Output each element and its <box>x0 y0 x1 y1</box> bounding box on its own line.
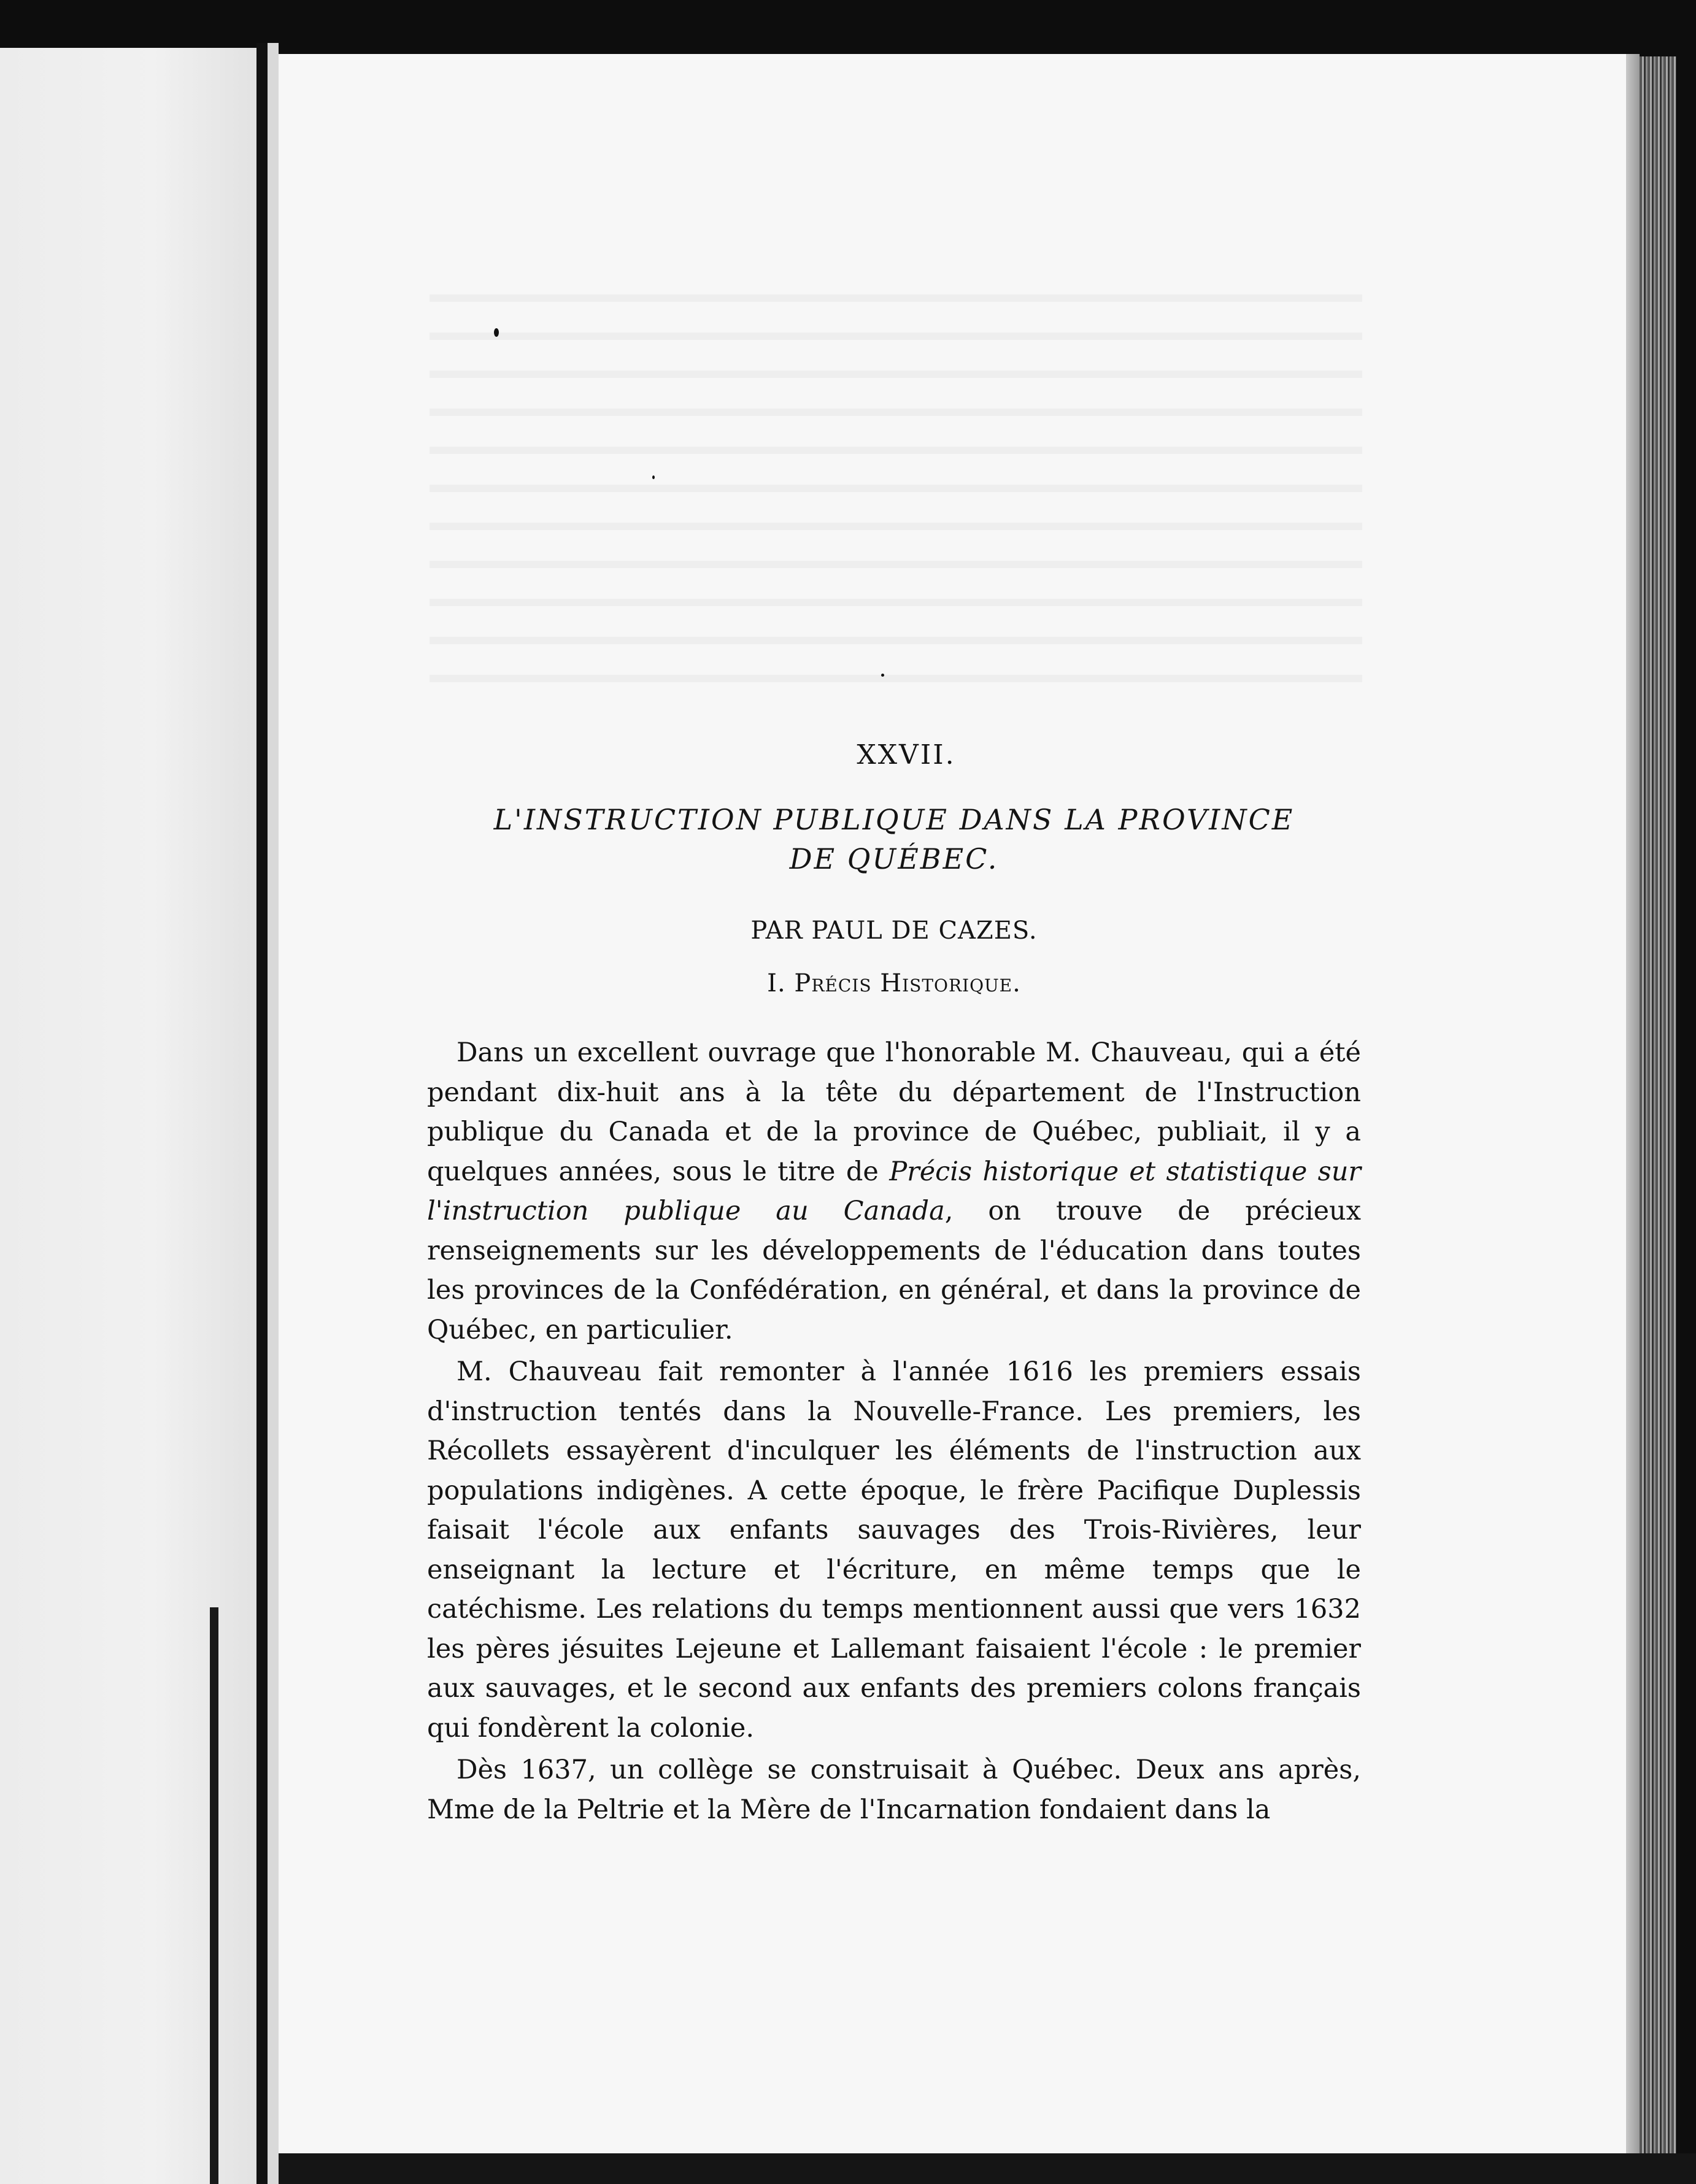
paragraph-3: Dès 1637, un collège se construisait à Québec. Deux ans après, Mme de la Peltrie et la Mère de l'Incarnation fondaient dans la <box>427 1755 1361 1825</box>
gutter-gap <box>268 43 279 2184</box>
ink-speck <box>652 475 655 479</box>
chapter-title-line-1: L'INSTRUCTION PUBLIQUE DANS LA PROVINCE <box>493 803 1295 836</box>
chapter-title-line-2: DE QUÉBEC. <box>789 842 999 875</box>
page-text <box>427 739 1361 1829</box>
section-title: Précis Historique. <box>794 969 1021 998</box>
chapter-number: XXVII. <box>857 739 956 771</box>
book-gutter <box>256 43 268 2184</box>
page-edge-stack <box>1640 56 1676 2155</box>
paragraph-1-text-a: Dans un excellent ouvrage que l'honorable M. Chauveau, qui a été pendant dix-huit ans à la tête du département de l'Instruction publique du Canada et de la province de Québec, publiait, il y a quelques années, sous le titre de <box>427 1037 1361 1187</box>
author-byline: PAR PAUL DE CAZES. <box>750 917 1038 945</box>
section-number: I. <box>767 969 786 998</box>
paragraph-1-text-b: , on trouve de précieux renseignements sur les développements de l'éducation dans toutes les provinces de la Confédération, en général, et dans la province de Québec, en particulier. <box>427 1196 1361 1345</box>
paragraph-1 <box>427 1033 1361 1350</box>
reverse-side-show-through <box>430 270 1362 699</box>
ink-speck <box>881 674 884 677</box>
paragraph-2: M. Chauveau fait remonter à l'année 1616 les premiers essais d'instruction tentés dans la Nouvelle-France. Les premiers, les Récollets essayèrent d'inculquer les éléments de l'instruction aux populations indigènes. A cette époque, le frère Pacifique Duplessis faisait l'école aux enfants sauvages des Trois-Rivières, leur enseignant la lecture et l'écriture, en même temps que le catéchisme. Les relations du temps mentionnent aussi que vers 1632 les pères jésuites Lejeune et Lallemant faisaient l'école : le premier aux sauvages, et le second aux enfants des premiers colons français qui fondèrent la colonie. <box>427 1356 1361 1744</box>
ink-speck <box>494 328 499 337</box>
scan-bottom-border <box>279 2153 1696 2184</box>
section-heading <box>427 969 1361 998</box>
page-edge-shadow <box>1626 54 1640 2153</box>
paragraph-1-italic-title: Précis historique et statistique sur l'instruction publique au Canada <box>427 1156 1361 1226</box>
gutter-shadow <box>210 1607 218 2184</box>
